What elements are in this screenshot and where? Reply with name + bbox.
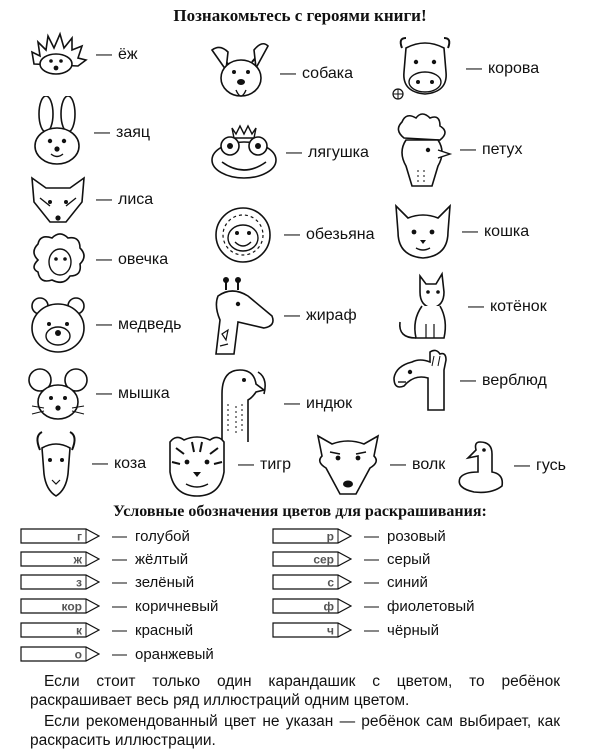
legend-item	[272, 572, 428, 592]
animal-item-monkey	[208, 204, 375, 266]
dash: —	[364, 597, 379, 615]
goat-icon	[26, 430, 86, 498]
rooster-icon	[390, 112, 454, 188]
dash: —	[112, 550, 127, 568]
dash: —	[92, 455, 108, 472]
dash: —	[112, 597, 127, 615]
color-code: р	[326, 529, 334, 544]
animal-name: мышка	[118, 385, 170, 402]
dash: —	[460, 372, 476, 389]
animal-name: индюк	[306, 395, 353, 412]
dash: —	[96, 46, 112, 63]
dash: —	[112, 645, 127, 663]
color-code: с	[327, 575, 334, 590]
animal-name: медведь	[118, 316, 182, 333]
legend-item	[272, 596, 475, 616]
animal-item-bear	[26, 294, 181, 356]
cow-icon	[390, 34, 460, 104]
color-name: чёрный	[387, 621, 439, 639]
dash: —	[364, 573, 379, 591]
animal-name: обезьяна	[306, 226, 375, 243]
legend-item	[20, 549, 188, 569]
animal-name: лиса	[118, 191, 154, 208]
pencil-icon	[20, 551, 100, 567]
animal-item-frog	[208, 124, 369, 182]
animal-name: гусь	[536, 457, 566, 474]
kitten-icon	[390, 270, 462, 344]
animal-item-mouse	[26, 364, 170, 424]
hare-icon	[26, 96, 88, 170]
color-name: красный	[135, 621, 194, 639]
pencil-icon	[272, 574, 352, 590]
pencil-icon	[20, 528, 100, 544]
animal-item-wolf	[312, 432, 445, 498]
animal-name: кошка	[484, 223, 530, 240]
animal-item-rooster	[390, 112, 523, 188]
dash: —	[364, 527, 379, 545]
dash: —	[462, 223, 478, 240]
dash: —	[468, 298, 484, 315]
animal-item-camel	[390, 348, 547, 414]
animal-name: ёж	[118, 46, 138, 63]
animal-item-fox	[26, 172, 153, 228]
dash: —	[286, 144, 302, 161]
legend-item	[272, 620, 439, 640]
fox-icon	[26, 172, 90, 228]
dash: —	[112, 527, 127, 545]
color-name: голубой	[135, 527, 190, 545]
color-code: о	[74, 647, 82, 662]
color-code: з	[76, 575, 82, 590]
color-code: кор	[61, 599, 82, 614]
page-title: Познакомьтесь с героями книги!	[173, 6, 427, 25]
legend-item	[20, 526, 190, 546]
dash: —	[238, 456, 254, 473]
monkey-icon	[208, 204, 278, 266]
pencil-icon	[272, 551, 352, 567]
pencil-icon	[20, 646, 100, 662]
color-name: коричневый	[135, 597, 219, 615]
animal-item-hedgehog	[26, 30, 138, 80]
note-paragraph: Если стоит только один карандашик с цветом, то ребёнок раскрашивает весь ряд иллюстраций одним цветом.	[30, 673, 560, 709]
color-code: ж	[73, 552, 82, 567]
animal-name: корова	[488, 60, 540, 77]
animal-item-tiger	[162, 432, 291, 498]
cat-icon	[390, 202, 456, 262]
goose-icon	[452, 438, 508, 494]
color-name: розовый	[387, 527, 446, 545]
animal-name: петух	[482, 141, 523, 158]
pencil-icon	[272, 622, 352, 638]
tiger-icon	[162, 432, 232, 498]
animal-item-kitten	[390, 270, 547, 344]
animal-name: коза	[114, 455, 147, 472]
pencil-icon	[20, 598, 100, 614]
camel-icon	[390, 348, 454, 414]
dash: —	[284, 307, 300, 324]
animal-name: волк	[412, 456, 446, 473]
note-paragraph: Если рекомендованный цвет не указан — ребёнок сам выбирает, как раскрасить иллюстрации.	[30, 713, 560, 749]
wolf-icon	[312, 432, 384, 498]
pencil-icon	[272, 598, 352, 614]
dash: —	[96, 191, 112, 208]
color-name: синий	[387, 573, 428, 591]
dash: —	[112, 621, 127, 639]
animal-name: собака	[302, 65, 354, 82]
color-code: сер	[313, 552, 334, 567]
pencil-icon	[20, 574, 100, 590]
animal-name: овечка	[118, 251, 169, 268]
animal-item-cow	[390, 34, 539, 104]
color-code: ч	[327, 623, 334, 638]
giraffe-icon	[208, 276, 278, 356]
legend-title: Условные обозначения цветов для раскрашивания:	[113, 503, 487, 520]
color-name: оранжевый	[135, 645, 214, 663]
legend-item	[20, 572, 194, 592]
animal-item-hare	[26, 96, 150, 170]
animal-name: лягушка	[308, 144, 369, 161]
animal-item-dog	[208, 42, 353, 106]
color-name: зелёный	[135, 573, 195, 591]
legend-item	[20, 644, 214, 664]
legend-item	[20, 596, 218, 616]
animal-name: верблюд	[482, 372, 547, 389]
dash: —	[364, 550, 379, 568]
animal-item-sheep	[26, 232, 168, 288]
dog-icon	[208, 42, 274, 106]
animal-name: тигр	[260, 456, 291, 473]
animal-item-goose	[452, 438, 566, 494]
animal-name: заяц	[116, 124, 151, 141]
legend-item	[272, 526, 446, 546]
color-code: ф	[323, 599, 334, 614]
pencil-icon	[20, 622, 100, 638]
color-code: г	[77, 529, 82, 544]
dash: —	[460, 141, 476, 158]
dash: —	[284, 226, 300, 243]
dash: —	[284, 395, 300, 412]
animal-item-giraffe	[208, 276, 357, 356]
dash: —	[514, 457, 530, 474]
color-code: к	[75, 623, 82, 638]
dash: —	[280, 65, 296, 82]
bear-icon	[26, 294, 90, 356]
dash: —	[96, 316, 112, 333]
animal-name: котёнок	[490, 298, 547, 315]
color-name: фиолетовый	[387, 597, 475, 615]
legend-item	[20, 620, 193, 640]
dash: —	[364, 621, 379, 639]
legend-item	[272, 549, 430, 569]
dash: —	[466, 60, 482, 77]
pencil-icon	[272, 528, 352, 544]
dash: —	[112, 573, 127, 591]
hedgehog-icon	[26, 30, 90, 80]
dash: —	[390, 456, 406, 473]
animal-item-goat	[26, 430, 146, 498]
color-name: серый	[387, 550, 431, 568]
frog-icon	[208, 124, 280, 182]
dash: —	[96, 385, 112, 402]
sheep-icon	[26, 232, 90, 288]
animal-name: жираф	[306, 307, 357, 324]
animal-item-cat	[390, 202, 529, 262]
dash: —	[96, 251, 112, 268]
dash: —	[94, 124, 110, 141]
mouse-icon	[26, 364, 90, 424]
color-name: жёлтый	[135, 550, 189, 568]
